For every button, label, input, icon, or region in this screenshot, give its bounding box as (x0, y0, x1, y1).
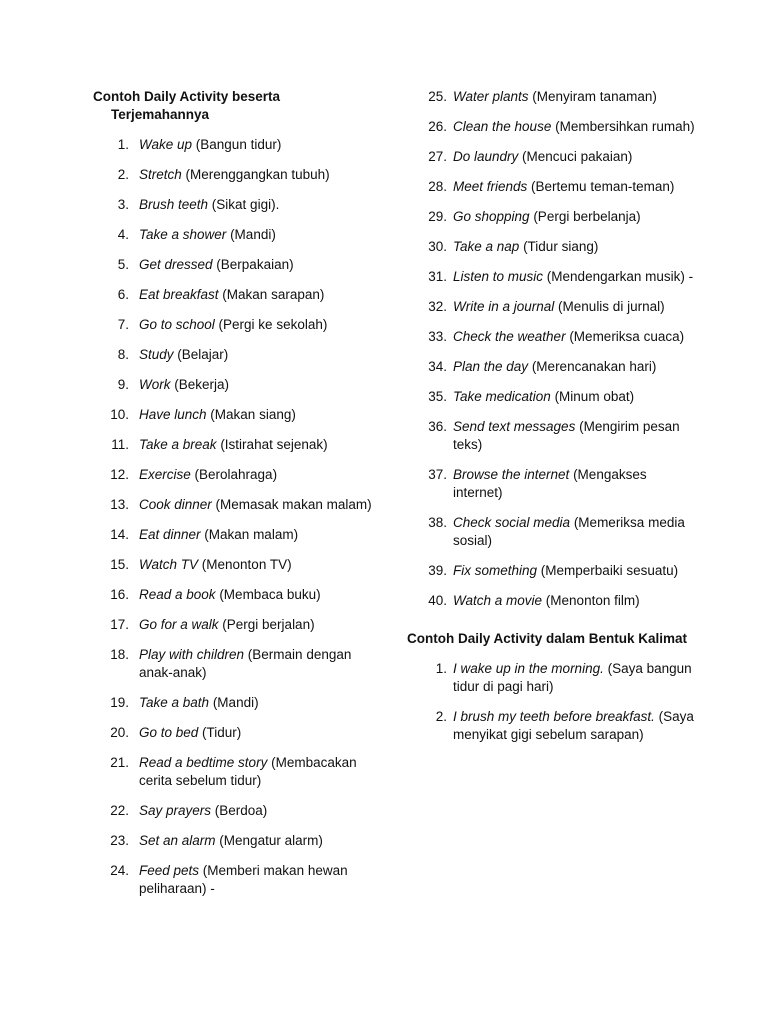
indonesian-translation: (Makan siang) (206, 407, 296, 422)
english-phrase: Eat dinner (139, 527, 201, 542)
list-item (93, 832, 378, 850)
item-number: 4. (117, 227, 129, 242)
english-phrase: Clean the house (453, 119, 552, 134)
item-number: 29. (428, 209, 447, 224)
indonesian-translation: (Mandi) (209, 695, 259, 710)
indonesian-translation: (Makan sarapan) (218, 287, 325, 302)
indonesian-translation: (Memeriksa cuaca) (565, 329, 685, 344)
english-phrase: Take a break (139, 437, 217, 452)
list-item (407, 592, 697, 610)
english-phrase: Water plants (453, 89, 529, 104)
list-item (93, 316, 378, 334)
english-phrase: Stretch (139, 167, 182, 182)
english-phrase: Work (139, 377, 171, 392)
indonesian-translation: (Bertemu teman-teman) (527, 179, 675, 194)
section-1-heading: Contoh Daily Activity beserta Terjemahannya (93, 89, 281, 122)
english-phrase: Take a nap (453, 239, 520, 254)
indonesian-translation: (Berpakaian) (212, 257, 294, 272)
sentence-example-list (407, 660, 697, 744)
indonesian-translation: (Istirahat sejenak) (216, 437, 328, 452)
activity-list-part-1 (93, 136, 378, 898)
item-number: 27. (428, 149, 447, 164)
indonesian-translation: (Berdoa) (211, 803, 268, 818)
list-item (407, 562, 697, 580)
item-number: 31. (428, 269, 447, 284)
english-phrase: Send text messages (453, 419, 576, 434)
item-number: 6. (117, 287, 129, 302)
indonesian-translation: (Menulis di jurnal) (554, 299, 665, 314)
indonesian-translation: (Mandi) (226, 227, 276, 242)
item-number: 36. (428, 419, 447, 434)
indonesian-translation: (Sikat gigi). (208, 197, 280, 212)
item-number: 32. (428, 299, 447, 314)
list-item (93, 802, 378, 820)
item-number: 33. (428, 329, 447, 344)
english-phrase: Fix something (453, 563, 538, 578)
indonesian-translation: (Pergi berjalan) (218, 617, 315, 632)
indonesian-translation: (Memeriksa media sosial) (453, 515, 685, 548)
item-number: 11. (111, 437, 129, 452)
list-item (93, 694, 378, 712)
list-item (407, 660, 697, 696)
list-item (93, 286, 378, 304)
list-item (93, 724, 378, 742)
indonesian-translation: (Bermain dengan anak-anak) (139, 647, 352, 680)
list-item (407, 418, 697, 454)
item-number: 24. (110, 863, 129, 878)
english-phrase: Have lunch (139, 407, 207, 422)
item-number: 23. (110, 833, 129, 848)
list-item (93, 226, 378, 244)
item-number: 15. (110, 557, 129, 572)
indonesian-translation: (Minum obat) (550, 389, 635, 404)
item-number: 21. (110, 755, 129, 770)
item-number: 22. (110, 803, 129, 818)
item-number: 34. (428, 359, 447, 374)
indonesian-translation: (Memberi makan hewan peliharaan) - (139, 863, 348, 896)
english-phrase: Plan the day (453, 359, 529, 374)
indonesian-translation: (Tidur) (198, 725, 242, 740)
activity-list-part-2 (407, 88, 697, 610)
english-phrase: I wake up in the morning. (453, 661, 604, 676)
english-phrase: Meet friends (453, 179, 528, 194)
list-item (407, 708, 697, 744)
indonesian-translation: (Mencuci pakaian) (518, 149, 633, 164)
indonesian-translation: (Merenggangkan tubuh) (181, 167, 330, 182)
item-number: 19. (110, 695, 129, 710)
list-item (93, 556, 378, 574)
item-number: 17. (110, 617, 129, 632)
english-phrase: Feed pets (139, 863, 200, 878)
english-phrase: Read a book (139, 587, 216, 602)
indonesian-translation: (Menonton film) (542, 593, 640, 608)
item-number: 14. (110, 527, 129, 542)
english-phrase: Watch TV (139, 557, 199, 572)
indonesian-translation: (Membaca buku) (215, 587, 321, 602)
item-number: 20. (110, 725, 129, 740)
indonesian-translation: (Memperbaiki sesuatu) (537, 563, 679, 578)
list-item (93, 466, 378, 484)
english-phrase: Browse the internet (453, 467, 570, 482)
item-number: 7. (117, 317, 129, 332)
list-item (93, 256, 378, 274)
list-item (407, 388, 697, 406)
item-number: 2. (435, 709, 447, 724)
english-phrase: Go to school (139, 317, 215, 332)
indonesian-translation: (Makan malam) (200, 527, 299, 542)
english-phrase: Set an alarm (139, 833, 216, 848)
english-phrase: Cook dinner (139, 497, 212, 512)
item-number: 28. (428, 179, 447, 194)
indonesian-translation: (Saya bangun tidur di pagi hari) (453, 661, 692, 694)
english-phrase: Listen to music (453, 269, 544, 284)
list-item (93, 436, 378, 454)
list-item (407, 328, 697, 346)
english-phrase: Watch a movie (453, 593, 543, 608)
item-number: 18. (110, 647, 129, 662)
indonesian-translation: (Bangun tidur) (192, 137, 282, 152)
indonesian-translation: (Bekerja) (170, 377, 230, 392)
left-column (93, 88, 378, 910)
indonesian-translation: (Mendengarkan musik) - (543, 269, 694, 284)
item-number: 2. (117, 167, 129, 182)
list-item (407, 238, 697, 256)
item-number: 3. (117, 197, 129, 212)
list-item (407, 298, 697, 316)
list-item (407, 118, 697, 136)
item-number: 38. (428, 515, 447, 530)
english-phrase: Say prayers (139, 803, 212, 818)
list-item (93, 526, 378, 544)
right-column (407, 88, 697, 756)
english-phrase: Exercise (139, 467, 191, 482)
list-item (407, 268, 697, 286)
english-phrase: Write in a journal (453, 299, 555, 314)
list-item (93, 346, 378, 364)
english-phrase: Check the weather (453, 329, 566, 344)
indonesian-translation: (Saya menyikat gigi sebelum sarapan) (453, 709, 694, 742)
item-number: 1. (117, 137, 129, 152)
english-phrase: Brush teeth (139, 197, 209, 212)
item-number: 5. (117, 257, 129, 272)
english-phrase: Take a shower (139, 227, 227, 242)
item-number: 16. (110, 587, 129, 602)
list-item (407, 358, 697, 376)
indonesian-translation: (Menyiram tanaman) (528, 89, 657, 104)
indonesian-translation: (Memasak makan malam) (211, 497, 372, 512)
english-phrase: Read a bedtime story (139, 755, 268, 770)
item-number: 13. (110, 497, 129, 512)
english-phrase: Do laundry (453, 149, 519, 164)
item-number: 9. (117, 377, 129, 392)
indonesian-translation: (Tidur siang) (519, 239, 599, 254)
english-phrase: Get dressed (139, 257, 213, 272)
indonesian-translation: (Mengakses internet) (453, 467, 647, 500)
list-item (407, 148, 697, 166)
list-item (93, 166, 378, 184)
english-phrase: Study (139, 347, 174, 362)
indonesian-translation: (Mengirim pesan teks) (453, 419, 680, 452)
english-phrase: Eat breakfast (139, 287, 219, 302)
list-item (93, 196, 378, 214)
indonesian-translation: (Belajar) (173, 347, 229, 362)
item-number: 8. (117, 347, 129, 362)
item-number: 30. (428, 239, 447, 254)
indonesian-translation: (Membersihkan rumah) (551, 119, 695, 134)
english-phrase: Wake up (139, 137, 193, 152)
list-item (93, 376, 378, 394)
english-phrase: Take medication (453, 389, 551, 404)
english-phrase: I brush my teeth before breakfast. (453, 709, 655, 724)
indonesian-translation: (Berolahraga) (190, 467, 278, 482)
item-number: 40. (428, 593, 447, 608)
item-number: 37. (428, 467, 447, 482)
list-item (93, 136, 378, 154)
item-number: 25. (428, 89, 447, 104)
section-2-heading: Contoh Daily Activity dalam Bentuk Kalimat (407, 631, 688, 646)
list-item (407, 514, 697, 550)
english-phrase: Check social media (453, 515, 571, 530)
list-item (93, 586, 378, 604)
item-number: 39. (428, 563, 447, 578)
indonesian-translation: (Pergi ke sekolah) (214, 317, 328, 332)
list-item (407, 178, 697, 196)
item-number: 26. (428, 119, 447, 134)
item-number: 10. (110, 407, 129, 422)
english-phrase: Play with children (139, 647, 245, 662)
list-item (93, 496, 378, 514)
item-number: 12. (110, 467, 129, 482)
list-item (93, 646, 378, 682)
list-item (407, 466, 697, 502)
item-number: 35. (428, 389, 447, 404)
indonesian-translation: (Mengatur alarm) (215, 833, 323, 848)
indonesian-translation: (Merencanakan hari) (528, 359, 657, 374)
indonesian-translation: (Menonton TV) (198, 557, 292, 572)
list-item (93, 754, 378, 790)
list-item (407, 208, 697, 226)
list-item (407, 88, 697, 106)
list-item (93, 862, 378, 898)
english-phrase: Go to bed (139, 725, 199, 740)
list-item (93, 406, 378, 424)
item-number: 1. (435, 661, 447, 676)
list-item (93, 616, 378, 634)
indonesian-translation: (Membacakan cerita sebelum tidur) (139, 755, 357, 788)
english-phrase: Go shopping (453, 209, 530, 224)
english-phrase: Take a bath (139, 695, 210, 710)
english-phrase: Go for a walk (139, 617, 219, 632)
indonesian-translation: (Pergi berbelanja) (529, 209, 641, 224)
